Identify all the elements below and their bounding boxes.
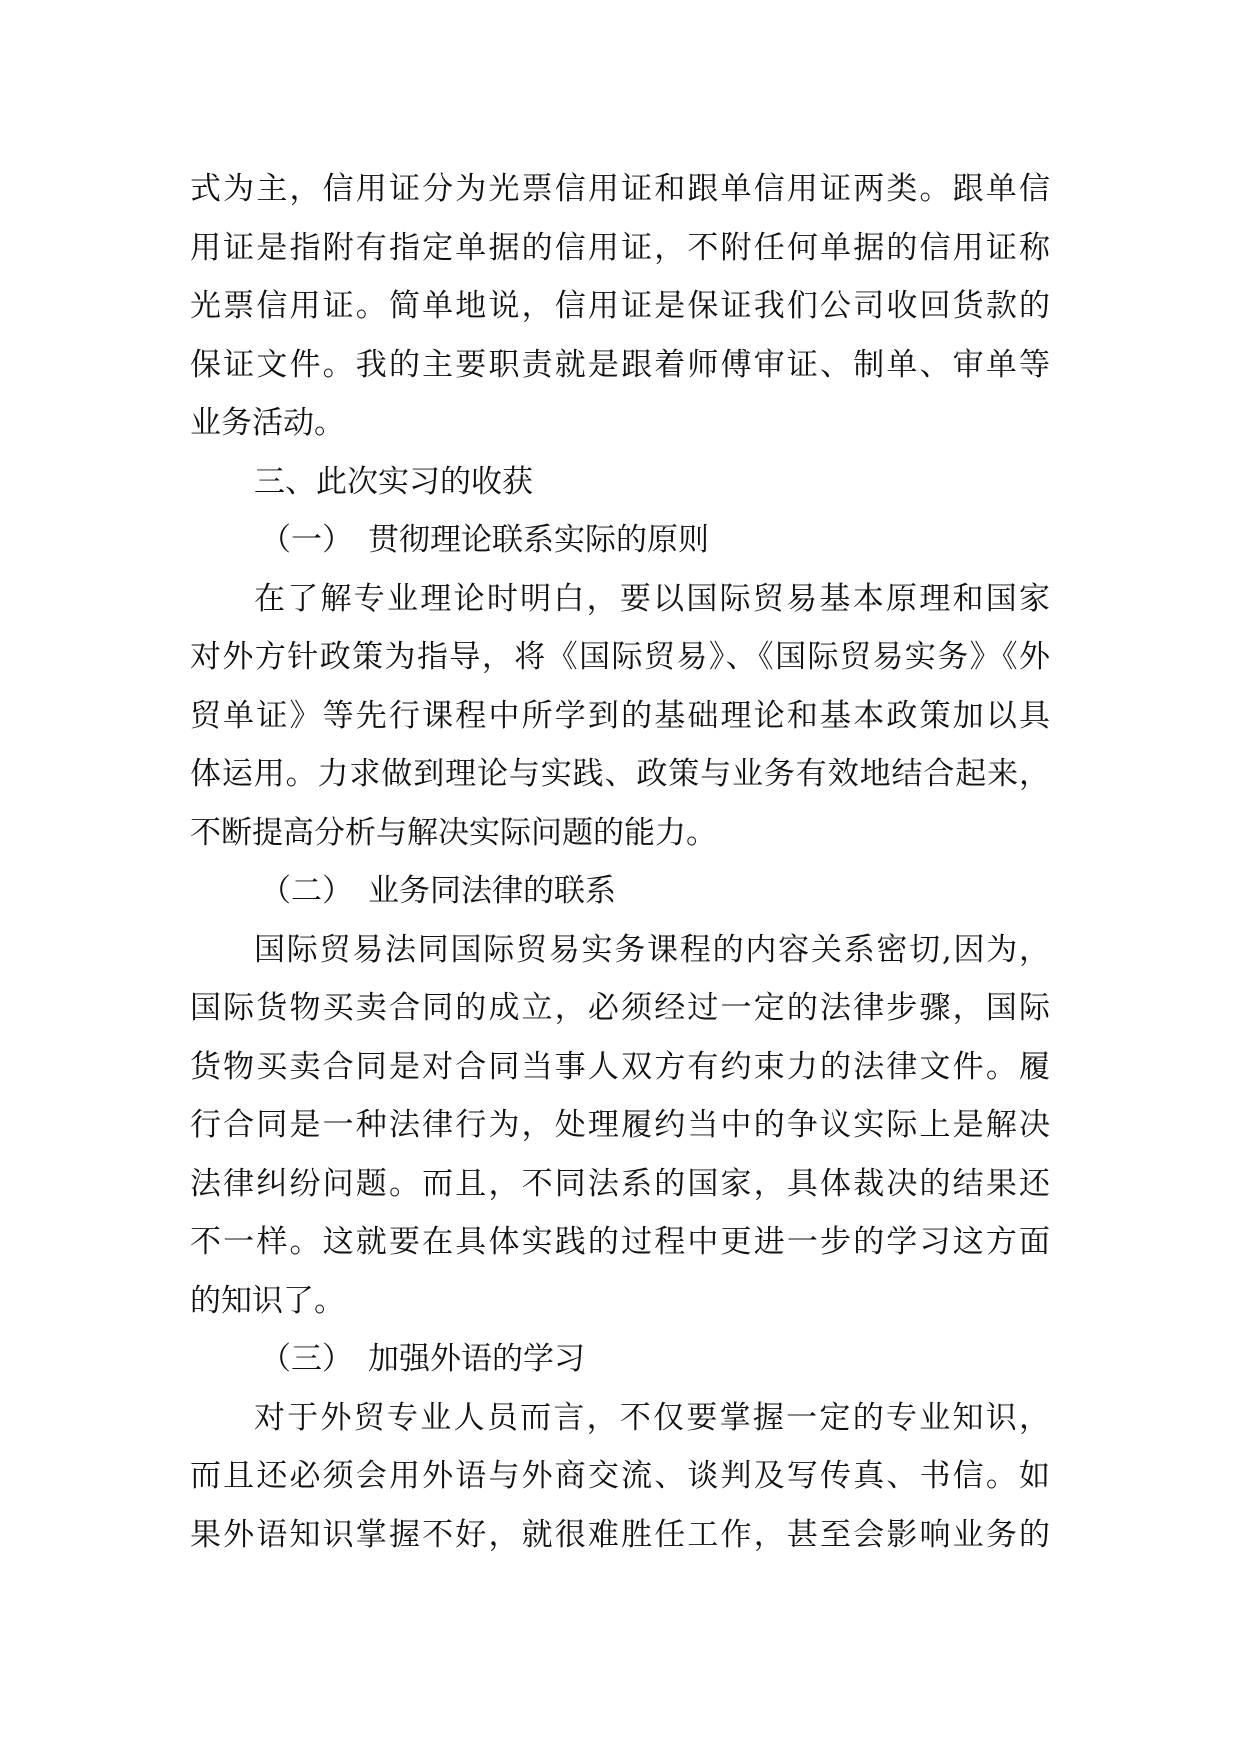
paragraph-line: 式为主，信用证分为光票信用证和跟单信用证两类。跟单信 (190, 171, 1050, 207)
paragraph-line: 体运用。力求做到理论与实践、政策与业务有效地结合起来， (190, 756, 1050, 792)
paragraph-line: 国际贸易法同国际贸易实务课程的内容关系密切,因为， (254, 931, 1050, 968)
document-body (190, 160, 1050, 1564)
subsection-number: （二） (260, 873, 353, 909)
subsection-title: 加强外语的学习 (368, 1341, 585, 1377)
paragraph-line: 货物买卖合同是对合同当事人双方有约束力的法律文件。履 (190, 1048, 1050, 1085)
paragraph-line: 果外语知识掌握不好，就很难胜任工作，甚至会影响业务的 (190, 1516, 1050, 1553)
paragraph-line: 不断提高分析与解决实际问题的能力。 (190, 814, 717, 851)
subsection-heading-1 (190, 511, 1050, 570)
paragraph-line: 贸单证》等先行课程中所学到的基础理论和基本政策加以具 (190, 697, 1050, 734)
paragraph-line: 而且还必须会用外语与外商交流、谈判及写传真、书信。如 (190, 1458, 1050, 1494)
paragraph-line: 对外方针政策为指导，将《国际贸易》、《国际贸易实务》《外 (190, 639, 1050, 675)
paragraph-line: 不一样。这就要在具体实践的过程中更进一步的学习这方面 (190, 1224, 1050, 1260)
paragraph-line: 光票信用证。简单地说，信用证是保证我们公司收回货款的 (190, 288, 1050, 324)
subsection-heading-3 (190, 1330, 1050, 1389)
paragraph-line: 对于外贸专业人员而言，不仅要掌握一定的专业知识， (254, 1399, 1050, 1436)
subsection-number: （一） (260, 522, 353, 558)
section-heading: 三、此次实习的收获 (254, 463, 533, 500)
paragraph-line: 在了解专业理论时明白，要以国际贸易基本原理和国家 (254, 580, 1050, 617)
paragraph-line: 法律纠纷问题。而且，不同法系的国家，具体裁决的结果还 (190, 1165, 1050, 1202)
subsection-title: 贯彻理论联系实际的原则 (368, 522, 709, 558)
paragraph-line: 业务活动。 (190, 405, 345, 441)
paragraph-line: 行合同是一种法律行为，处理履约当中的争议实际上是解决 (190, 1107, 1050, 1143)
paragraph-line: 用证是指附有指定单据的信用证，不附任何单据的信用证称 (190, 229, 1050, 266)
subsection-heading-2 (190, 862, 1050, 921)
subsection-number: （三） (260, 1341, 353, 1377)
paragraph-line: 的知识了。 (190, 1282, 345, 1319)
paragraph-line: 保证文件。我的主要职责就是跟着师傅审证、制单、审单等 (190, 346, 1050, 383)
paragraph-line: 国际货物买卖合同的成立，必须经过一定的法律步骤，国际 (190, 990, 1050, 1026)
subsection-title: 业务同法律的联系 (368, 873, 616, 909)
